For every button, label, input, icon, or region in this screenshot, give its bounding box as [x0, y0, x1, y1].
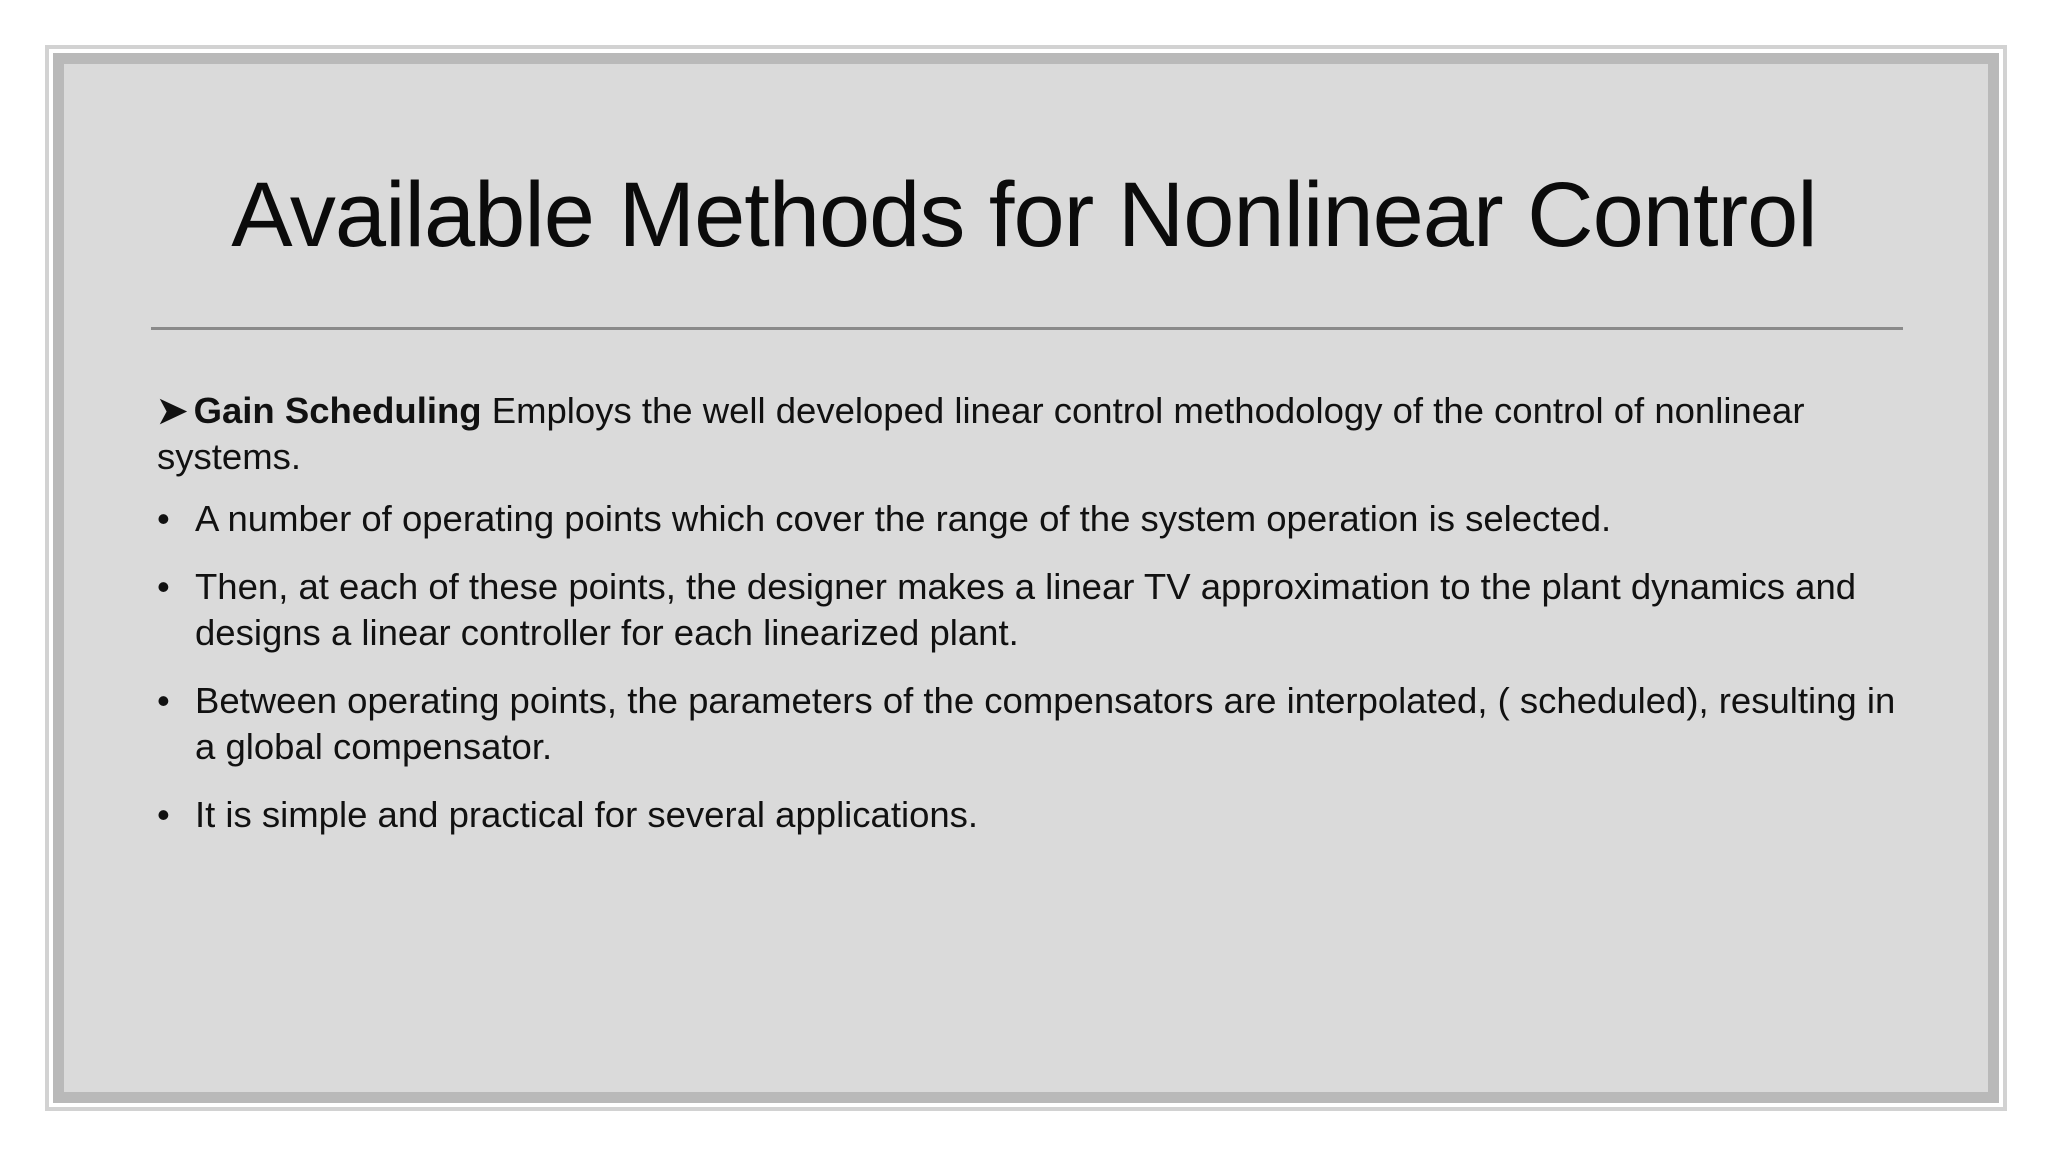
bullet-text: It is simple and practical for several applications. [195, 794, 979, 835]
bullet-dot-icon: • [157, 680, 170, 721]
lead-paragraph [157, 388, 1897, 480]
bullet-list [157, 496, 1897, 838]
list-item [157, 792, 1897, 838]
lead-term: Gain Scheduling [193, 390, 482, 431]
list-item [157, 496, 1897, 542]
title-divider [151, 327, 1903, 330]
slide-title: Available Methods for Nonlinear Control [231, 164, 1817, 266]
list-item [157, 678, 1897, 770]
list-item [157, 564, 1897, 656]
bullet-dot-icon: • [157, 794, 170, 835]
bullet-text: A number of operating points which cover the range of the system operation is selected. [195, 498, 1612, 539]
bullet-dot-icon: • [157, 498, 170, 539]
slide-body [157, 388, 1897, 860]
bullet-text: Between operating points, the parameters of the compensators are interpolated, ( scheduled), resulting in a global compensator. [195, 680, 1896, 767]
bullet-text: Then, at each of these points, the designer makes a linear TV approximation to the plant dynamics and designs a linear controller for each linearized plant. [195, 566, 1857, 653]
bullet-dot-icon: • [157, 566, 170, 607]
lead-text: Employs the well developed linear control methodology of the control of nonlinear systems. [157, 390, 1805, 477]
arrow-bullet-icon: ➤ [157, 390, 188, 431]
